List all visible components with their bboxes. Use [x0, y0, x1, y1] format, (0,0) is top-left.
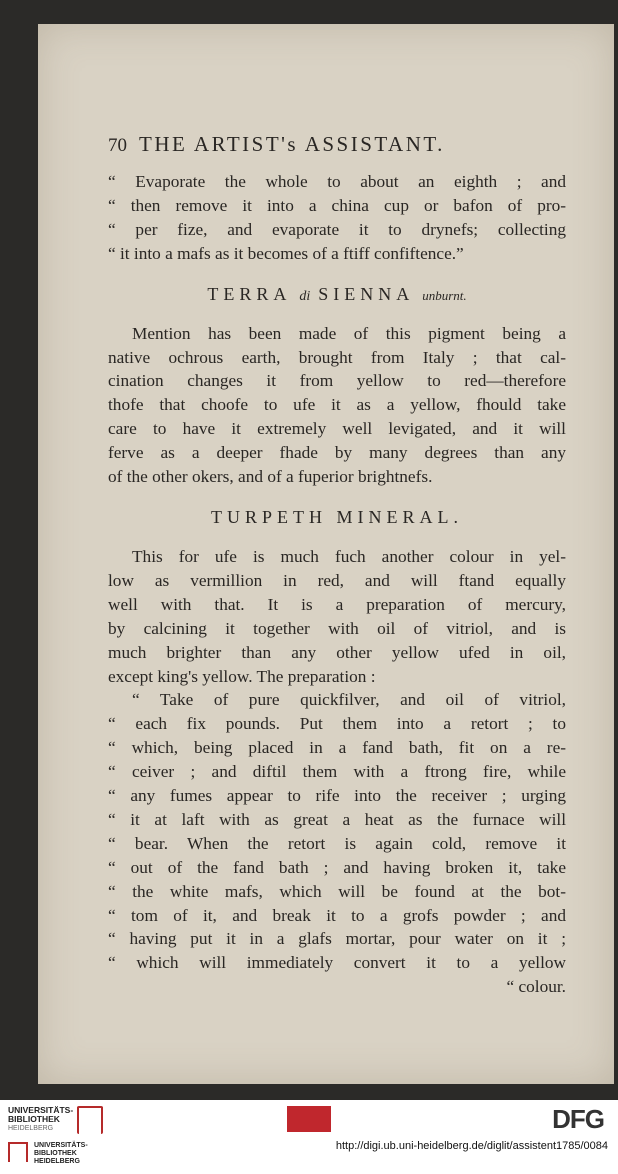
text-line: “ bear. When the retort is again cold, remove it [108, 833, 566, 853]
text-line: thofe that choofe to ufe it as a yellow, fhould take [108, 395, 566, 415]
text-line: ferve as a deeper fhade by many degrees than any [108, 443, 566, 463]
dfg-logo[interactable]: DFG [552, 1104, 604, 1134]
page-text [108, 132, 566, 999]
catchword: “ colour. [506, 977, 566, 997]
heading-particle: di [299, 288, 311, 304]
library-name-line: UNIVERSITÄTS- [34, 1142, 88, 1149]
text-line: “ which will immediately convert it to a yellow [108, 953, 566, 973]
library-name-line: HEIDELBERG [34, 1158, 80, 1165]
text-line: low as vermillion in red, and will ftand equally [108, 570, 566, 590]
text-line: much brighter than any other yellow ufed in oil, [108, 642, 566, 662]
heading-word: TERRA [207, 283, 292, 304]
library-name-line: BIBLIOTHEK [8, 1114, 60, 1124]
running-head [108, 132, 566, 166]
text-line: “ it at laft with as great a heat as the furnace will [108, 809, 566, 829]
heading-note: unburnt. [422, 287, 467, 303]
viewer-footer [0, 1100, 618, 1174]
text-line: “ ceiver ; and diftil them with a ftrong fire, while [108, 762, 566, 782]
text-line: This for ufe is much fuch another colour in yel- [132, 546, 566, 566]
text-line: care to have it extremely well levigated, and it will [108, 419, 566, 439]
library-arch-icon [77, 1106, 103, 1134]
heading-word: SIENNA [318, 283, 415, 304]
paragraph-quote-2 [108, 688, 566, 999]
section-heading-terra-di-sienna [108, 266, 566, 322]
text-line: cination changes it from yellow to red—therefore [108, 371, 566, 391]
text-line: of the other okers, and of a fuperior brightnefs. [108, 467, 433, 487]
page-number: 70 [108, 135, 127, 156]
heading-word: TURPETH MINERAL. [211, 506, 463, 527]
text-line: “ Take of pure quickfilver, and oil of vitriol, [132, 690, 566, 710]
paragraph-turpeth [108, 545, 566, 688]
text-line: “ which, being placed in a fand bath, fit on a re- [108, 738, 566, 758]
text-line: “ having put it in a glafs mortar, pour water on it ; [108, 929, 566, 949]
book-page [38, 24, 614, 1084]
library-name-line: BIBLIOTHEK [34, 1150, 77, 1157]
library-logo[interactable] [8, 1106, 103, 1166]
text-line: except king's yellow. The preparation : [108, 666, 376, 686]
text-line: well with that. It is a preparation of mercury, [108, 594, 566, 614]
text-line: native ochrous earth, brought from Italy ; that cal- [108, 347, 566, 367]
text-line: “ any fumes appear to rife into the receiver ; urging [108, 786, 566, 806]
text-line: “ per fize, and evaporate it to drynefs; collecting [108, 219, 566, 239]
permalink-url[interactable]: http://digi.ub.uni-heidelberg.de/diglit/assistent1785/0084 [335, 1140, 608, 1152]
paragraph-quote-1 [108, 170, 566, 266]
text-line: Mention has been made of this pigment being a [132, 323, 566, 343]
text-line: “ it into a mafs as it becomes of a ftiff confiftence.” [108, 243, 464, 263]
text-line: “ tom of it, and break it to a grofs powder ; and [108, 905, 566, 925]
text-line: “ the white mafs, which will be found at the bot- [108, 881, 566, 901]
text-line: “ then remove it into a china cup or bafon of pro- [108, 195, 566, 215]
text-line: “ out of the fand bath ; and having broken it, take [108, 857, 566, 877]
library-name-line: UNIVERSITÄTS- [8, 1105, 74, 1115]
library-name-line: HEIDELBERG [8, 1125, 54, 1132]
running-title: THE ARTIST's ASSISTANT. [139, 132, 445, 156]
section-heading-turpeth-mineral [108, 489, 566, 545]
text-line: by calcining it together with oil of vitriol, and is [108, 618, 566, 638]
university-seal-icon [287, 1106, 331, 1132]
library-arch-icon [8, 1142, 28, 1162]
text-line: “ each fix pounds. Put them into a retort ; to [108, 714, 566, 734]
text-line: “ Evaporate the whole to about an eighth ; and [108, 172, 566, 191]
paragraph-terra-di-sienna [108, 322, 566, 489]
